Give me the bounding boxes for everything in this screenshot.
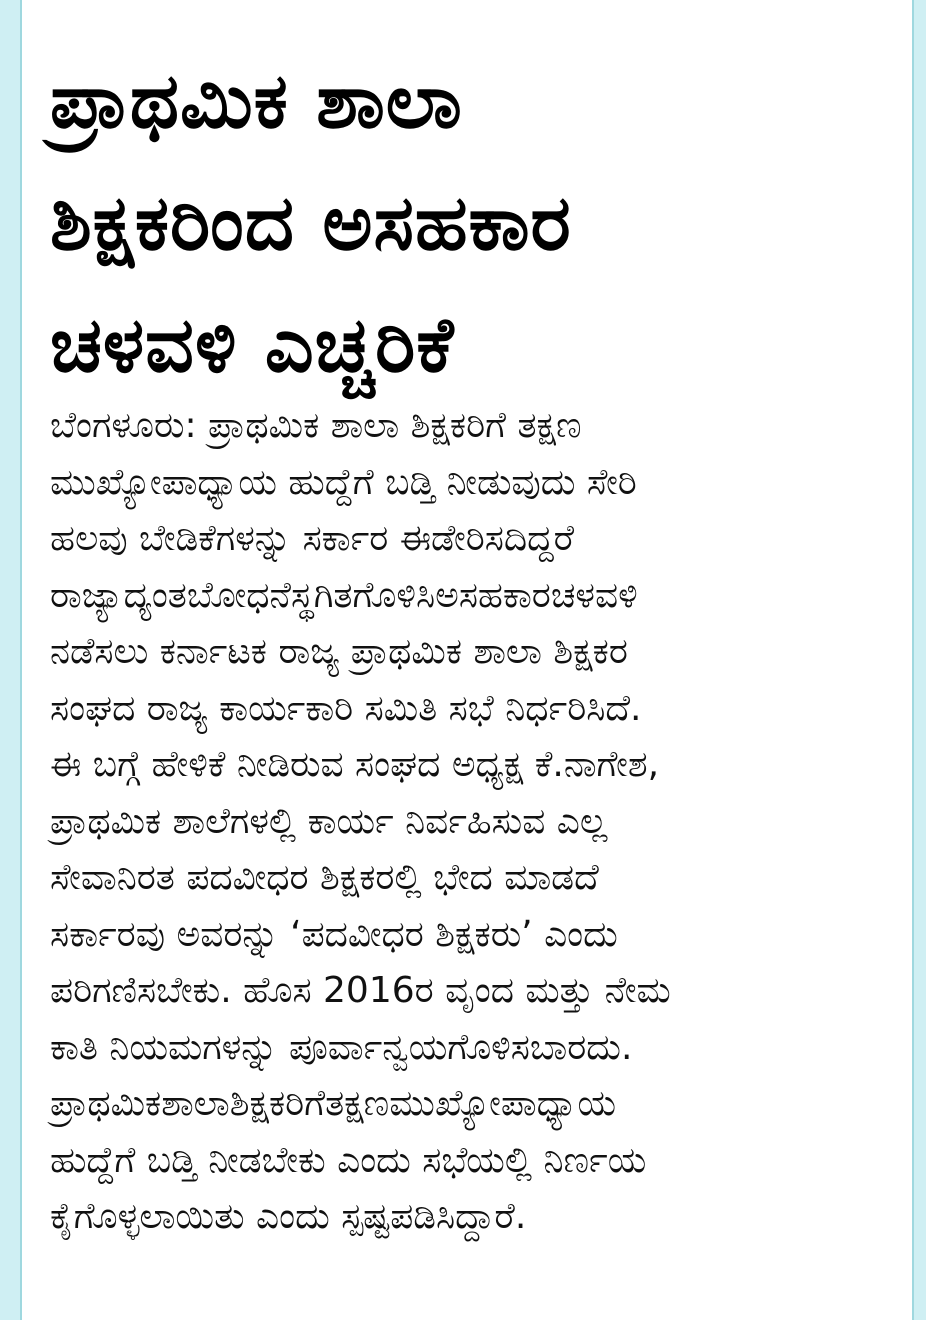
body-line: ರಾಜ್ಯಾದ್ಯಂತಬೋಧನೆಸ್ಥಗಿತಗೊಳಿಸಿಅಸಹಕಾರಚಳವಳಿ <box>50 574 638 616</box>
body-line: ಪ್ರಾಥಮಿಕ ಶಾಲೆಗಳಲ್ಲಿ ಕಾರ್ಯ ನಿರ್ವಹಿಸುವ ಎಲ್ಲ <box>50 800 608 842</box>
article-headline <box>50 40 880 406</box>
body-line: ಸೇವಾನಿರತ ಪದವೀಧರ ಶಿಕ್ಷಕರಲ್ಲಿ ಭೇದ ಮಾಡದೆ <box>50 857 599 898</box>
body-line: ಹುದ್ದೆಗೆ ಬಡ್ತಿ ನೀಡಬೇಕು ಎಂದು ಸಭೆಯಲ್ಲಿ ನಿರ್ಣಯ <box>50 1139 647 1181</box>
headline-line: ಚಳವಳಿ ಎಚ್ಚರಿಕೆ <box>50 300 455 389</box>
body-line: ಸರ್ಕಾರವು ಅವರನ್ನು ‘ಪದವೀಧರ ಶಿಕ್ಷಕರು’ ಎಂದು <box>50 913 618 955</box>
article-body <box>50 398 890 1246</box>
left-border-strip <box>0 0 22 1320</box>
right-border-strip <box>912 0 926 1320</box>
body-line: ಕೈಗೊಳ್ಳಲಾಯಿತು ಎಂದು ಸ್ಪಷ್ಟಪಡಿಸಿದ್ದಾರೆ. <box>50 1196 527 1237</box>
body-line: ಪರಿಗಣಿಸಬೇಕು. ಹೊಸ 2016ರ ವೃಂದ ಮತ್ತು ನೇಮ <box>50 970 671 1011</box>
headline-line: ಶಿಕ್ಷಕರಿಂದ ಅಸಹಕಾರ <box>50 178 572 267</box>
body-line: ಬೆಂಗಳೂರು: ಪ್ರಾಥಮಿಕ ಶಾಲಾ ಶಿಕ್ಷಕರಿಗೆ ತಕ್ಷಣ <box>50 405 582 446</box>
body-line: ಈ ಬಗ್ಗೆ ಹೇಳಿಕೆ ನೀಡಿರುವ ಸಂಘದ ಅಧ್ಯಕ್ಷ ಕೆ.ನಾಗೇಶ, <box>50 744 660 785</box>
body-line: ನಡೆಸಲು ಕರ್ನಾಟಕ ರಾಜ್ಯ ಪ್ರಾಥಮಿಕ ಶಾಲಾ ಶಿಕ್ಷಕರ <box>50 631 628 672</box>
body-line: ಪ್ರಾಥಮಿಕಶಾಲಾಶಿಕ್ಷಕರಿಗೆತಕ್ಷಣಮುಖ್ಯೋಪಾಧ್ಯಾಯ <box>50 1083 617 1124</box>
body-line: ಸಂಘದ ರಾಜ್ಯ ಕಾರ್ಯಕಾರಿ ಸಮಿತಿ ಸಭೆ ನಿರ್ಧರಿಸಿದೆ. <box>50 687 642 729</box>
body-line: ಮುಖ್ಯೋಪಾಧ್ಯಾಯ ಹುದ್ದೆಗೆ ಬಡ್ತಿ ನೀಡುವುದು ಸೇರಿ <box>50 461 637 503</box>
body-line: ಕಾತಿ ನಿಯಮಗಳನ್ನು ಪೂರ್ವಾನ್ವಯಗೊಳಿಸಬಾರದು. <box>50 1026 633 1068</box>
body-line: ಹಲವು ಬೇಡಿಕೆಗಳನ್ನು ಸರ್ಕಾರ ಈಡೇರಿಸದಿದ್ದರೆ <box>50 518 575 559</box>
headline-line: ಪ್ರಾಥಮಿಕ ಶಾಲಾ <box>50 56 463 145</box>
